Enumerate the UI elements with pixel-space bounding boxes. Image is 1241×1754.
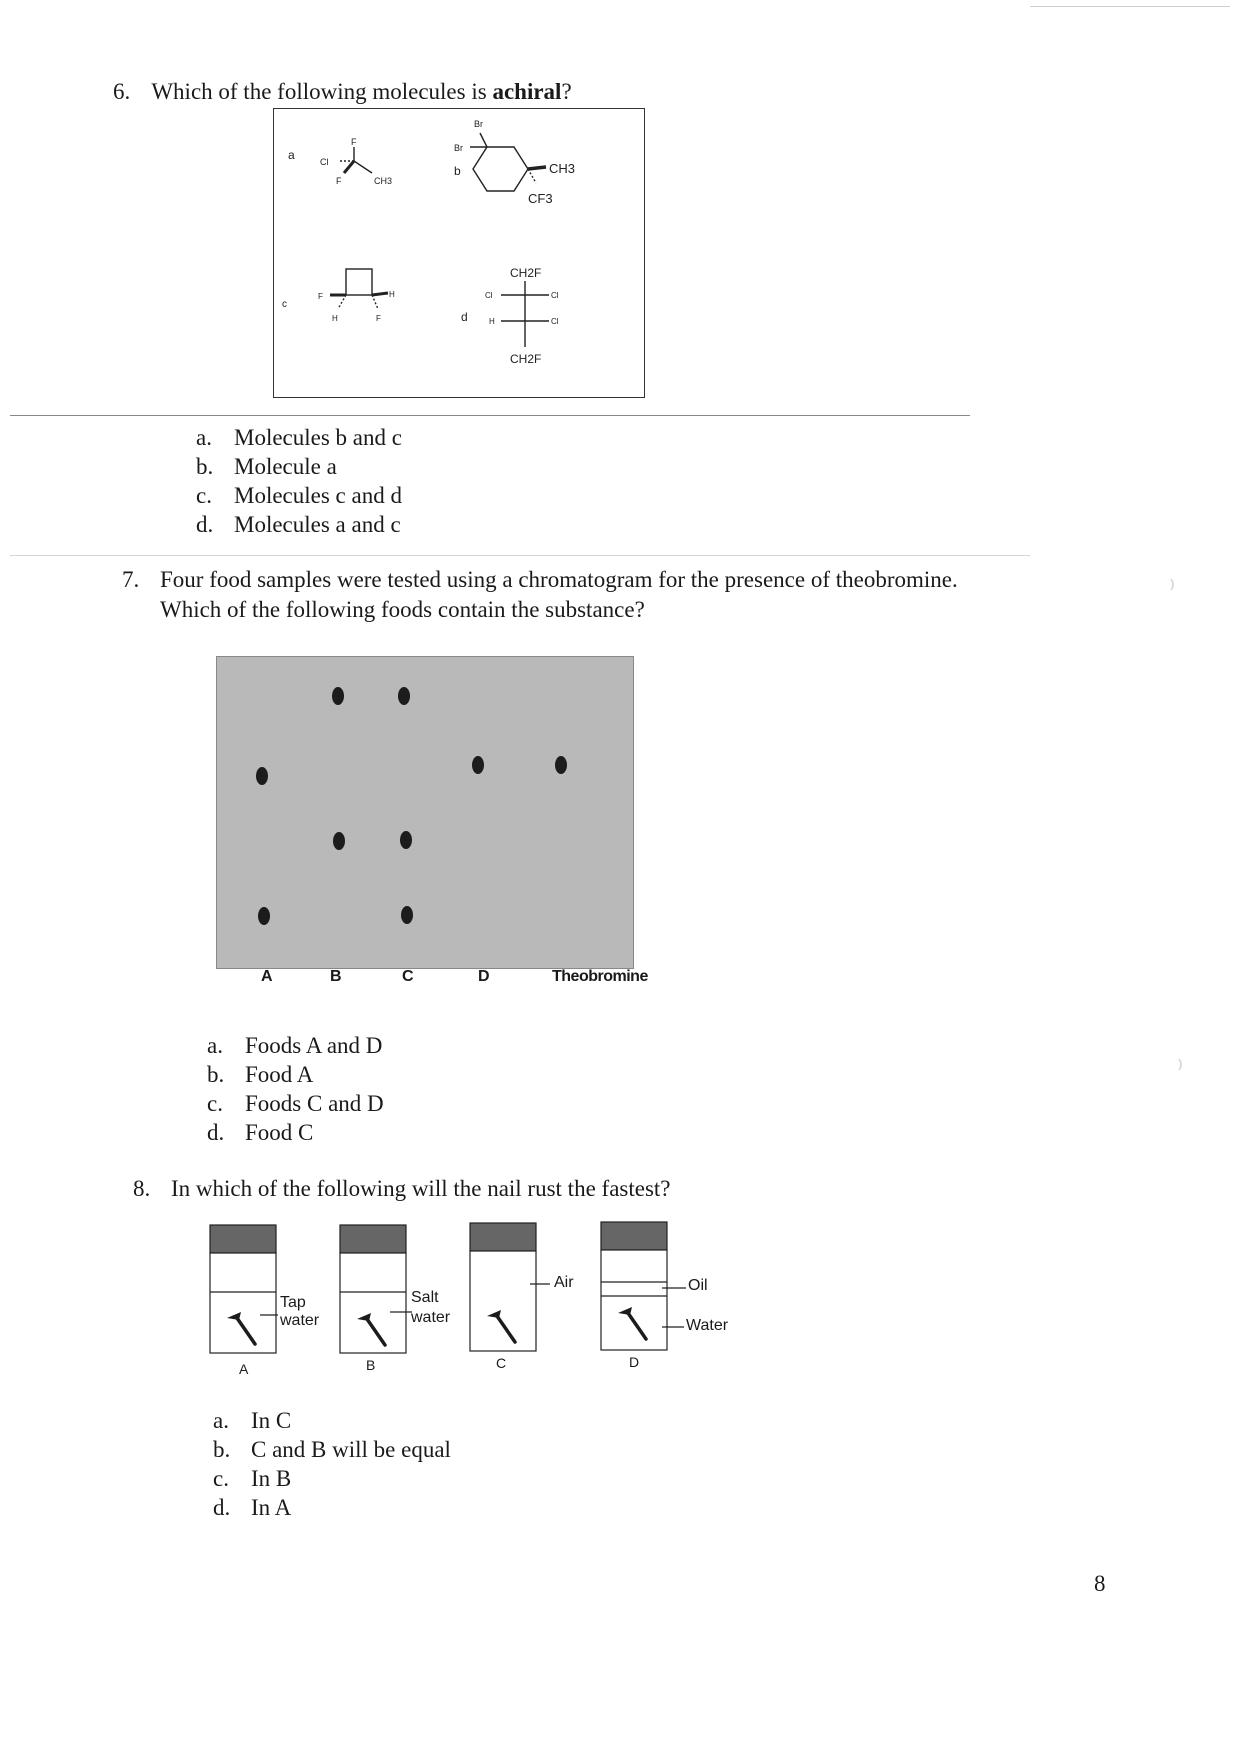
molecule-d-ch2f-bottom: CH2F <box>510 352 542 366</box>
molecule-a-atom-f-bottom: F <box>336 176 342 186</box>
tube-d-label-water: Water <box>686 1317 729 1334</box>
question-7-choice[interactable]: c. Foods C and D <box>207 1091 384 1116</box>
molecule-c-label: c <box>282 299 287 310</box>
spot-lane-d <box>472 756 484 774</box>
question-8-choice[interactable]: c. In B <box>213 1466 292 1491</box>
spot-theobromine <box>555 756 567 774</box>
molecule-d-ch2f-top: CH2F <box>510 266 542 280</box>
question-7-text-line2: Which of the following foods contain the substance? <box>160 597 645 622</box>
spot-lane-a <box>256 767 268 785</box>
molecule-a-atom-cl: Cl <box>320 157 329 167</box>
chromatogram-lane-labels <box>216 968 676 992</box>
scan-speck: ⦆ <box>1178 1055 1183 1071</box>
molecule-d-cl-right-bottom: Cl <box>551 317 559 326</box>
tube-d-label-oil: Oil <box>688 1277 708 1294</box>
spot-lane-a <box>258 907 270 925</box>
spot-lane-c <box>400 831 412 849</box>
molecule-b-label: b <box>454 164 461 178</box>
chromatogram-spots <box>217 657 635 970</box>
spot-lane-c <box>398 687 410 705</box>
spot-lane-b <box>332 687 344 705</box>
question-6-text: Which of the following molecules is <box>151 79 493 104</box>
page-number: 8 <box>1094 1571 1106 1596</box>
molecule-d-cl-right-top: Cl <box>551 291 559 300</box>
molecule-b-atom-ch3: CH3 <box>549 161 576 176</box>
molecule-b <box>470 133 546 191</box>
lane-label-a: A <box>261 968 273 985</box>
question-8-number: 8. <box>133 1176 151 1201</box>
molecule-a <box>338 147 372 173</box>
question-6 <box>113 77 572 107</box>
tube-a-letter: A <box>239 1361 249 1377</box>
molecule-d-h-left: H <box>489 317 495 326</box>
tube-a <box>210 1225 278 1353</box>
question-7-text-line1: Four food samples were tested using a chromatogram for the presence of theobromine. <box>160 567 958 592</box>
question-6-keyword: achiral <box>492 79 562 104</box>
molecule-c-atom-f-left: F <box>318 292 323 301</box>
question-7-choice[interactable]: d. Food C <box>207 1120 314 1145</box>
lane-label-b: B <box>330 968 342 985</box>
tube-b-letter: B <box>366 1357 376 1373</box>
spot-lane-c <box>401 906 413 924</box>
molecule-c-atom-f-bottom: F <box>376 314 381 323</box>
tube-c-label: Air <box>554 1274 574 1291</box>
molecule-c-atom-h-right: H <box>389 290 395 299</box>
scan-speck: ⦆ <box>1170 575 1175 591</box>
question-8-choice[interactable]: b. C and B will be equal <box>213 1437 451 1462</box>
question-8-text: In which of the following will the nail rust the fastest? <box>171 1176 671 1201</box>
molecule-a-atom-ch3: CH3 <box>374 176 393 186</box>
molecule-b-atom-br-top: Br <box>474 119 483 129</box>
question-8 <box>133 1174 671 1204</box>
question-7-number: 7. <box>122 567 140 592</box>
molecule-c <box>330 269 388 309</box>
nail-experiment-figure <box>200 1215 760 1385</box>
question-6-number: 6. <box>113 79 131 104</box>
tube-d-letter: D <box>629 1354 640 1370</box>
question-8-choices <box>213 1406 451 1522</box>
chromatogram <box>216 656 634 969</box>
question-7-choice[interactable]: b. Food A <box>207 1062 314 1087</box>
question-7-choices <box>207 1031 384 1147</box>
molecule-d <box>501 281 549 347</box>
lane-label-theobromine: Theobromine <box>552 968 648 985</box>
molecule-a-label: a <box>288 148 295 162</box>
question-8-choice[interactable]: d. In A <box>213 1495 292 1520</box>
spot-lane-b <box>333 832 345 850</box>
lane-label-c: C <box>402 968 414 985</box>
molecule-b-atom-cf3: CF3 <box>528 191 553 206</box>
molecule-b-atom-br-left: Br <box>454 143 463 153</box>
question-6-choice[interactable]: a. Molecules b and c <box>196 425 402 450</box>
molecule-drawings <box>274 109 646 399</box>
molecule-figure <box>273 108 645 398</box>
scan-edge-top <box>1030 6 1230 7</box>
question-8-choice[interactable]: a. In C <box>213 1408 292 1433</box>
question-6-choices <box>196 423 402 539</box>
lane-label-d: D <box>478 968 490 985</box>
question-7-choice[interactable]: a. Foods A and D <box>207 1033 383 1058</box>
tube-a-label: Tap water <box>280 1294 320 1329</box>
molecule-d-label: d <box>461 310 468 324</box>
question-6-choice[interactable]: b. Molecule a <box>196 454 337 479</box>
scan-line <box>10 555 1030 556</box>
tube-d <box>601 1222 686 1350</box>
tube-b-label: Salt water <box>411 1289 451 1326</box>
molecule-a-atom-f-top: F <box>351 137 357 147</box>
molecule-d-cl-left: Cl <box>485 291 493 300</box>
section-divider <box>10 415 970 416</box>
question-7 <box>122 565 958 625</box>
question-6-choice[interactable]: d. Molecules a and c <box>196 512 401 537</box>
question-6-choice[interactable]: c. Molecules c and d <box>196 483 402 508</box>
tube-c-letter: C <box>496 1355 507 1371</box>
question-6-text-end: ? <box>561 79 572 104</box>
molecule-c-atom-h-bottom: H <box>332 314 338 323</box>
